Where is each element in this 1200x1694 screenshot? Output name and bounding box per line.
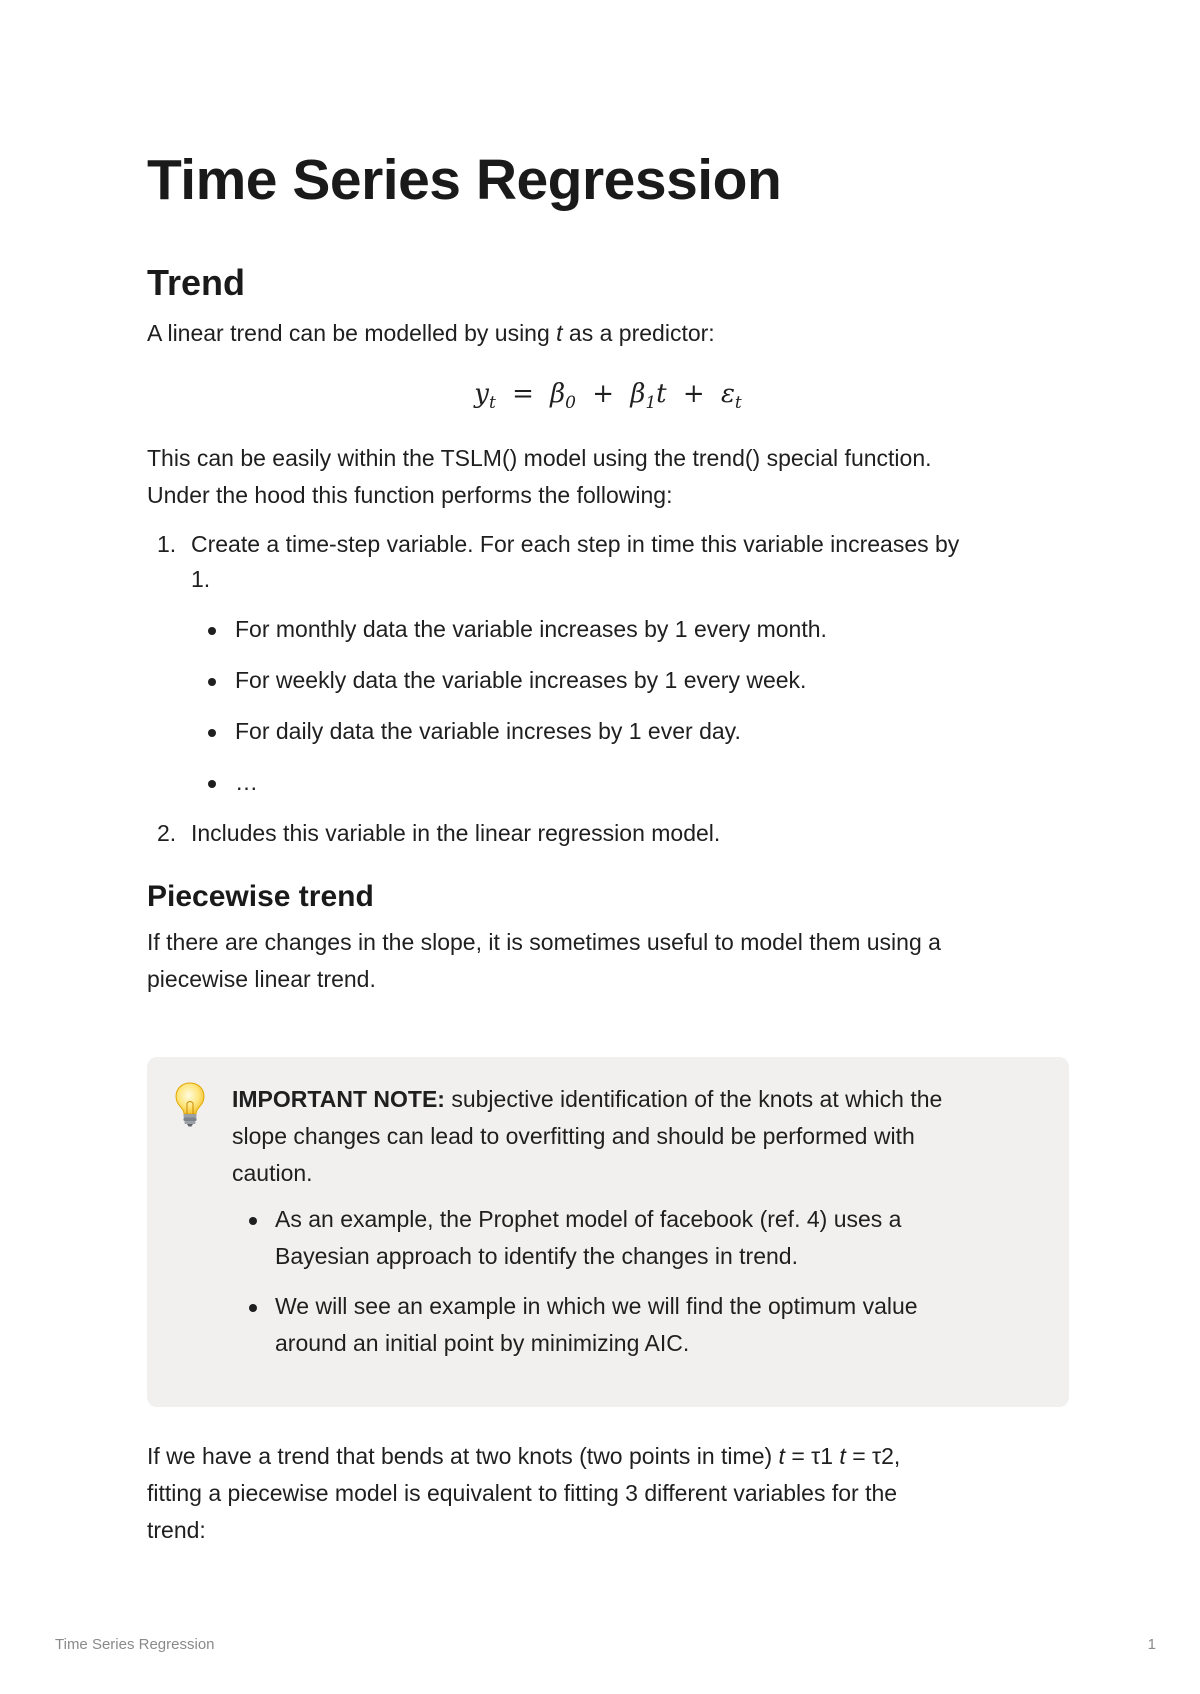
- bullet-icon: [208, 678, 216, 686]
- list-item: As an example, the Prophet model of facebook (ref. 4) uses a Bayesian approach to identify the changes in trend.: [232, 1201, 1037, 1275]
- bullet-icon: [249, 1304, 257, 1312]
- list-item: For monthly data the variable increases by 1 every month.: [191, 612, 1069, 647]
- important-note-callout: [147, 1057, 1069, 1407]
- bullet-icon: [208, 627, 216, 635]
- bullet-icon: [208, 729, 216, 737]
- page-number: 1: [1147, 1636, 1156, 1653]
- callout-list: [232, 1201, 1037, 1362]
- trend-equation: $y_t = \beta_0 + \beta_1t + \varepsilon_t$: [474, 379, 742, 414]
- list-item: …: [191, 765, 1069, 800]
- trend-explanation: This can be easily within the TSLM() model using the trend() special function. Under the hood this function performs the following:: [147, 445, 932, 509]
- lightbulb-icon: [173, 1081, 207, 1127]
- list-item: For weekly data the variable increases by 1 every week.: [191, 663, 1069, 698]
- page-title: Time Series Regression: [147, 148, 782, 212]
- steps-list: [147, 527, 1069, 851]
- list-item: We will see an example in which we will find the optimum value around an initial point by minimizing AIC.: [232, 1288, 1037, 1362]
- trend-intro: A linear trend can be modelled by using t as a predictor:: [147, 320, 715, 346]
- callout-text: IMPORTANT NOTE: subjective identification of the knots at which the slope changes can lead to overfitting and should be performed with caution.: [232, 1086, 943, 1186]
- knots-paragraph: If we have a trend that bends at two knots (two points in time) t = τ1 t = τ2, fitting a piecewise model is equivalent to fitting 3 different variables for the trend:: [147, 1443, 901, 1543]
- sub-list: [191, 612, 1069, 800]
- step-item: 2. Includes this variable in the linear regression model.: [157, 820, 721, 847]
- list-item: For daily data the variable increses by 1 ever day.: [191, 714, 1069, 749]
- bullet-icon: [208, 780, 216, 788]
- piecewise-intro: If there are changes in the slope, it is sometimes useful to model them using a piecewise linear trend.: [147, 929, 941, 993]
- piecewise-heading: Piecewise trend: [147, 880, 374, 914]
- trend-heading: Trend: [147, 262, 246, 303]
- step-item: 1. Create a time-step variable. For each step in time this variable increases by 1. For monthly data the variable increases by 1 every month. For weekly data the variable increases by 1 every week. For daily data the variable increses by 1 ever day. …: [147, 527, 1069, 800]
- bullet-icon: [249, 1217, 257, 1225]
- callout-body: [232, 1081, 1037, 1362]
- footer-title: Time Series Regression: [55, 1636, 215, 1653]
- document-page: [147, 140, 1069, 998]
